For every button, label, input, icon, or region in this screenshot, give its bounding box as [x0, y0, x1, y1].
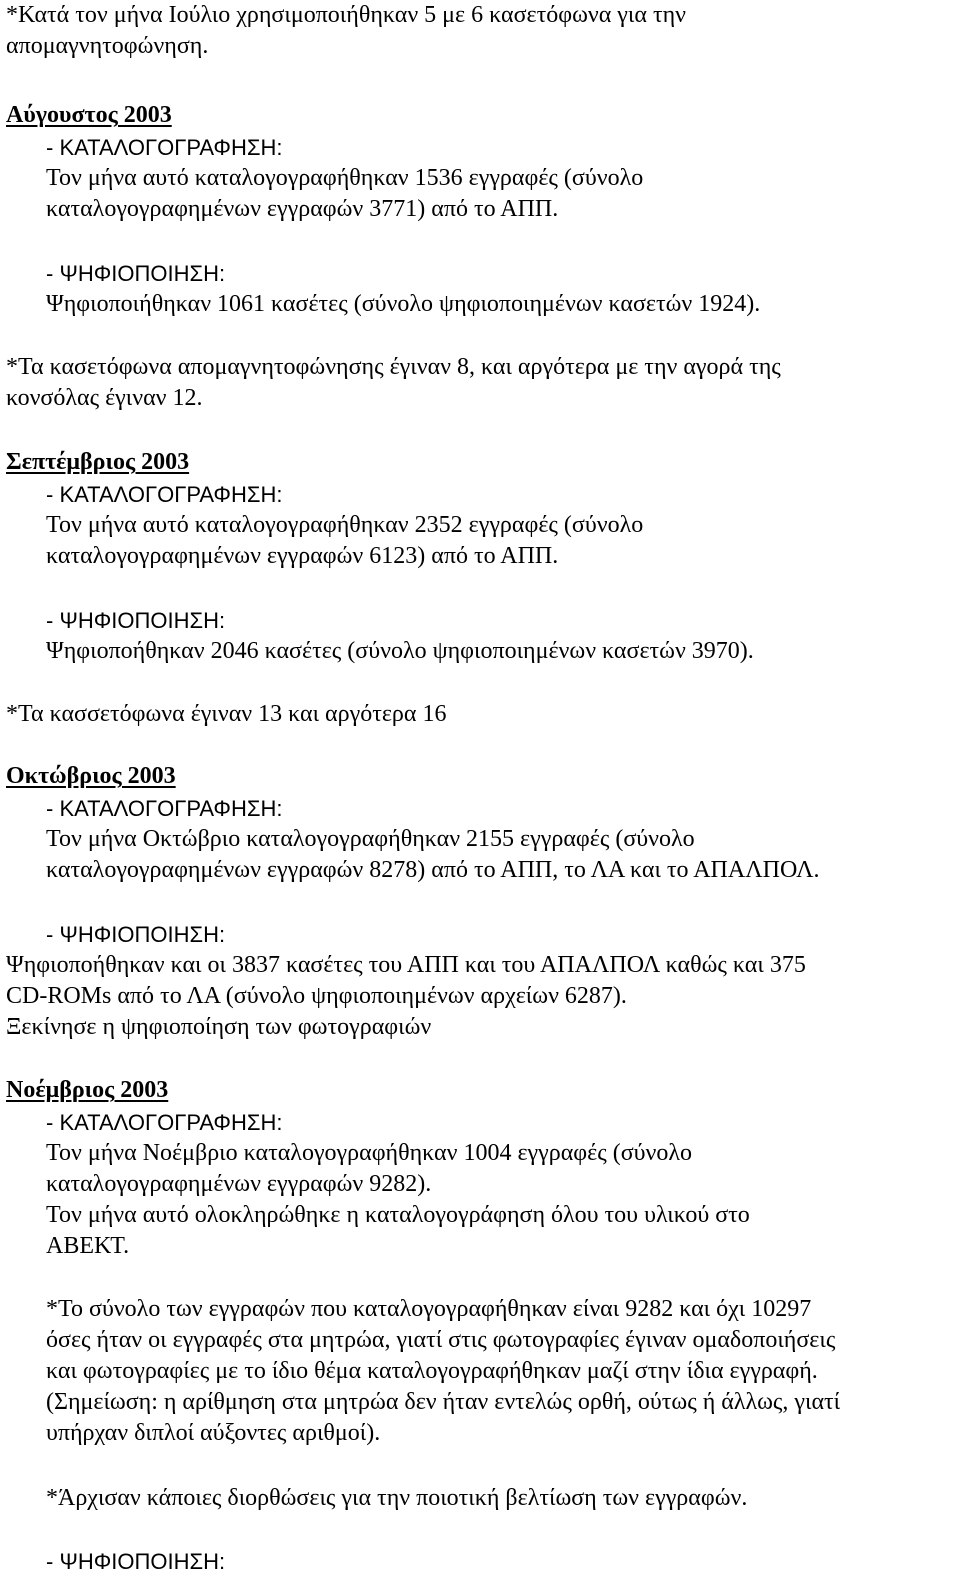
august-catalog-line: Τον μήνα αυτό καταλογογραφήθηκαν 1536 εγγραφές (σύνολο — [46, 165, 644, 191]
september-digital-text: Ψηφιοποήθηκαν 2046 κασέτες (σύνολο ψηφιοποιημένων κασετών 3970). — [46, 638, 754, 664]
august-note — [6, 352, 781, 414]
october-digital-text — [6, 950, 806, 1043]
november-catalog-line: καταλογογραφημένων εγγραφών 9282). — [46, 1171, 432, 1197]
november-digital-label: - ΨΗΦΙΟΠΟΙΗΣΗ: — [46, 1549, 226, 1574]
november-catalog-label: - ΚΑΤΑΛΟΓΟΓΡΑΦΗΣΗ: — [46, 1110, 283, 1135]
november-note-line: και φωτογραφίες με το ίδιο θέμα καταλογογραφήθηκαν μαζί στην ίδια εγγραφή. — [46, 1358, 818, 1384]
intro-paragraph — [6, 0, 686, 62]
november-note-line: *Το σύνολο των εγγραφών που καταλογογραφήθηκαν είναι 9282 και όχι 10297 — [46, 1296, 812, 1322]
november-note-line: υπήρχαν διπλοί αύξοντες αριθμοί). — [46, 1420, 381, 1446]
november-heading: Νοέμβριος 2003 — [6, 1077, 169, 1103]
november-catalog-line: Τον μήνα Νοέμβριο καταλογογραφήθηκαν 1004 εγγραφές (σύνολο — [46, 1140, 693, 1166]
november-catalog-text — [46, 1138, 750, 1262]
august-note-line: *Τα κασετόφωνα απομαγνητοφώνησης έγιναν 8, και αργότερα με την αγορά της — [6, 354, 781, 380]
november-catalog-line: Τον μήνα αυτό ολοκληρώθηκε η καταλογογράφηση όλου του υλικού στο — [46, 1202, 750, 1228]
october-catalog-line: Τον μήνα Οκτώβριο καταλογογραφήθηκαν 2155 εγγραφές (σύνολο — [46, 826, 695, 852]
october-digital-line: Ξεκίνησε η ψηφιοποίηση των φωτογραφιών — [6, 1014, 432, 1040]
august-digital-label: - ΨΗΦΙΟΠΟΙΗΣΗ: — [46, 261, 226, 286]
october-catalog-label: - ΚΑΤΑΛΟΓΟΓΡΑΦΗΣΗ: — [46, 796, 283, 821]
september-catalog-label: - ΚΑΤΑΛΟΓΟΓΡΑΦΗΣΗ: — [46, 482, 283, 507]
august-catalog-line: καταλογογραφημένων εγγραφών 3771) από το ΑΠΠ. — [46, 196, 559, 222]
november-note-line: όσες ήταν οι εγγραφές στα μητρώα, γιατί στις φωτογραφίες έγιναν ομαδοποιήσεις — [46, 1327, 836, 1353]
september-catalog-line: Τον μήνα αυτό καταλογογραφήθηκαν 2352 εγγραφές (σύνολο — [46, 512, 644, 538]
october-heading: Οκτώβριος 2003 — [6, 763, 176, 789]
september-catalog-text — [46, 510, 643, 572]
october-digital-line: Ψηφιοποήθηκαν και οι 3837 κασέτες του ΑΠΠ και του ΑΠΑΛΠΟΛ καθώς και 375 — [6, 952, 806, 978]
september-catalog-line: καταλογογραφημένων εγγραφών 6123) από το ΑΠΠ. — [46, 543, 559, 569]
november-note-corrections: *Άρχισαν κάποιες διορθώσεις για την ποιοτική βελτίωση των εγγραφών. — [46, 1485, 748, 1511]
september-digital-label: - ΨΗΦΙΟΠΟΙΗΣΗ: — [46, 608, 226, 633]
october-digital-label: - ΨΗΦΙΟΠΟΙΗΣΗ: — [46, 922, 226, 947]
august-catalog-label: - ΚΑΤΑΛΟΓΟΓΡΑΦΗΣΗ: — [46, 135, 283, 160]
august-note-line: κονσόλας έγιναν 12. — [6, 385, 203, 411]
november-catalog-line: ΑΒΕΚΤ. — [46, 1233, 130, 1259]
september-note: *Τα κασσετόφωνα έγιναν 13 και αργότερα 16 — [6, 701, 447, 727]
november-note-line: (Σημείωση: η αρίθμηση στα μητρώα δεν ήταν εντελώς ορθή, ούτως ή άλλως, γιατί — [46, 1389, 841, 1415]
november-note-records — [46, 1294, 840, 1449]
september-heading: Σεπτέμβριος 2003 — [6, 449, 190, 475]
october-catalog-line: καταλογογραφημένων εγγραφών 8278) από το ΑΠΠ, το ΛΑ και το ΑΠΑΛΠΟΛ. — [46, 857, 820, 883]
october-digital-line: CD-ROMs από το ΛΑ (σύνολο ψηφιοποιημένων αρχείων 6287). — [6, 983, 627, 1009]
october-catalog-text — [46, 824, 820, 886]
intro-line: *Κατά τον μήνα Ιούλιο χρησιμοποιήθηκαν 5 με 6 κασετόφωνα για την — [6, 2, 686, 28]
intro-line: απομαγνητοφώνηση. — [6, 33, 209, 59]
august-catalog-text — [46, 163, 643, 225]
august-digital-text: Ψηφιοποιήθηκαν 1061 κασέτες (σύνολο ψηφιοποιημένων κασετών 1924). — [46, 291, 761, 317]
august-heading: Αύγουστος 2003 — [6, 102, 172, 128]
